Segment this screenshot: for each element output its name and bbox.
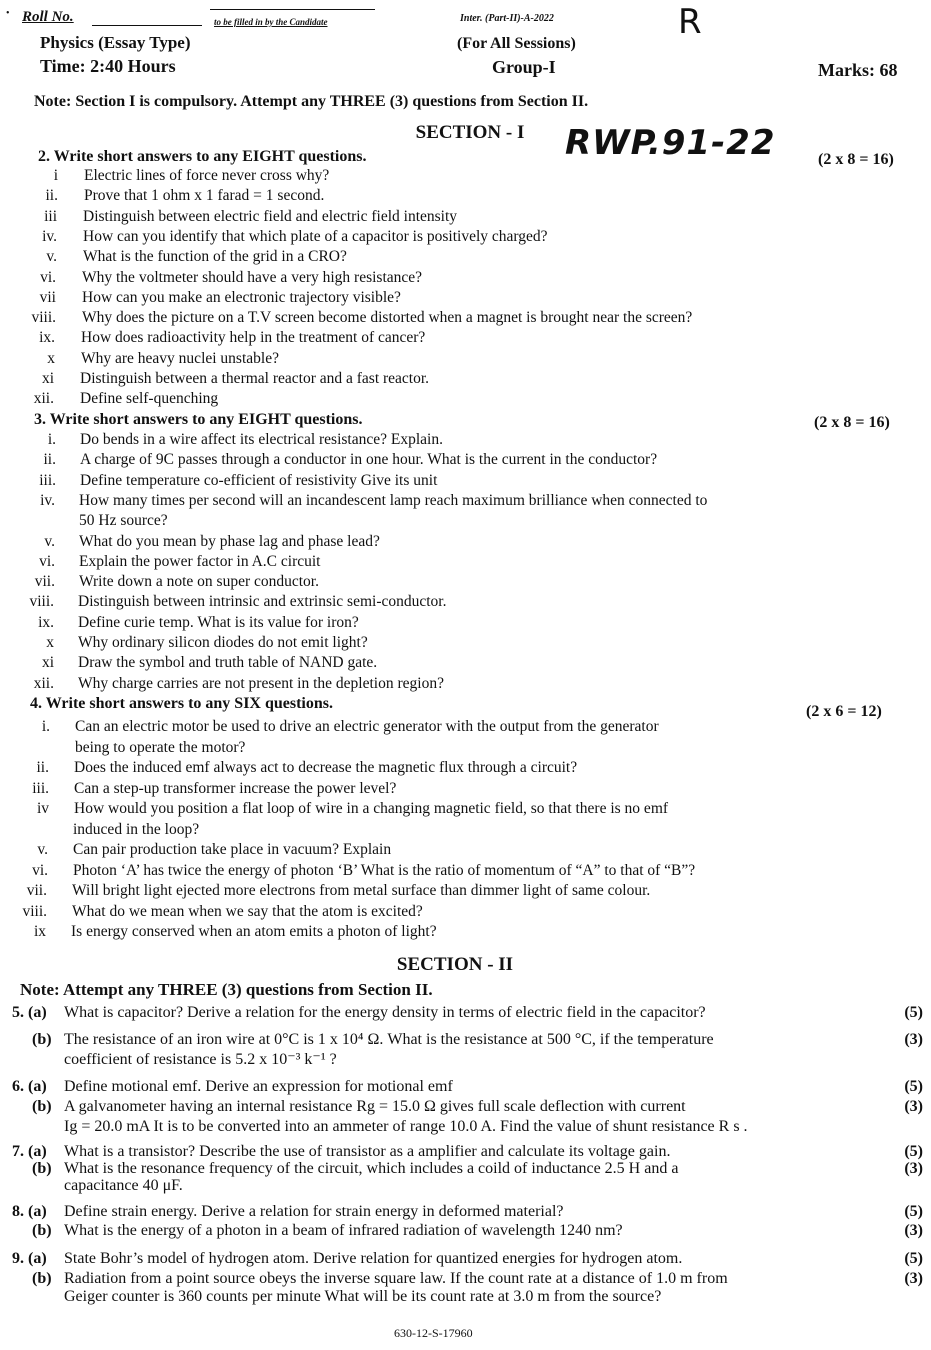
- question-marks: (5): [904, 1143, 923, 1160]
- question-text: How can you make an electronic trajectory visible?: [82, 288, 401, 306]
- q2-marks: (2 x 8 = 16): [818, 151, 894, 168]
- question-text: How many times per second will an incandescent lamp reach maximum brilliance when connected to: [79, 491, 708, 509]
- question-text: A charge of 9C passes through a conductor in one hour. What is the current in the conductor?: [80, 451, 658, 469]
- question-item: [0, 208, 931, 228]
- question-number: ix: [33, 923, 46, 940]
- question-number: v.: [46, 248, 57, 266]
- q4-marks: (2 x 6 = 12): [806, 703, 882, 720]
- handwritten-mark: R: [678, 2, 702, 42]
- question-item: [0, 269, 931, 289]
- question-number: vii.: [34, 573, 55, 591]
- roll-no-line: [92, 25, 202, 26]
- time: Time: 2:40 Hours: [40, 56, 176, 76]
- question-item: [0, 553, 931, 573]
- question-label: (b): [32, 1160, 52, 1177]
- bullet-mark: •: [6, 8, 10, 19]
- question-label: (b): [32, 1270, 52, 1287]
- question-number: xi: [41, 370, 54, 387]
- handwritten-annotation: RWP.91-22: [565, 123, 776, 163]
- question-text: The resistance of an iron wire at 0°C is 1 x 10⁴ Ω. What is the resistance at 500 °C, if the temperature: [64, 1031, 714, 1048]
- question-marks: (3): [904, 1160, 923, 1177]
- question-marks: (3): [904, 1098, 923, 1115]
- question-number: ii.: [45, 187, 58, 205]
- question-text: How does radioactivity help in the treatment of cancer?: [81, 329, 426, 347]
- question-text: Distinguish between electric field and electric field intensity: [83, 207, 458, 225]
- general-note: Note: Section I is compulsory. Attempt any THREE (3) questions from Section II.: [34, 93, 589, 110]
- question-text: induced in the loop?: [73, 820, 200, 838]
- question-text: Can an electric motor be used to drive an electric generator with the output from the generator: [75, 718, 659, 735]
- question-item: [0, 654, 931, 674]
- question-number: viii.: [29, 593, 54, 611]
- question-item: [0, 862, 931, 882]
- question-item: [0, 593, 931, 613]
- question-number: iv: [36, 800, 49, 817]
- group: Group-I: [492, 57, 556, 77]
- question-text: What is a transistor? Describe the use of transistor as a amplifier and calculate its voltage gain.: [64, 1143, 671, 1160]
- question-marks: (5): [904, 1004, 923, 1021]
- footer-code: 630-12-S-17960: [394, 1326, 473, 1340]
- question-item: [0, 718, 931, 738]
- question-item: [0, 248, 931, 268]
- question-item: [0, 492, 931, 512]
- question-text: Prove that 1 ohm x 1 farad = 1 second.: [84, 187, 325, 205]
- section-2-note: Note: Attempt any THREE (3) questions from Section II.: [20, 980, 433, 999]
- question-text: Why ordinary silicon diodes do not emit light?: [78, 634, 368, 651]
- question-marks: (3): [904, 1270, 923, 1287]
- question-label: 9. (a): [12, 1250, 47, 1267]
- question-text: Is energy conserved when an atom emits a photon of light?: [71, 923, 437, 940]
- question-number: viii.: [31, 309, 56, 327]
- question-item: [0, 309, 931, 329]
- question-text: Electric lines of force never cross why?: [84, 167, 330, 184]
- question-text: Draw the symbol and truth table of NAND gate.: [78, 654, 378, 672]
- section-2-title: SECTION - II: [396, 954, 514, 975]
- question-number: iii.: [32, 779, 49, 797]
- question-item: [0, 289, 931, 309]
- question-text: Define temperature co-efficient of resistivity Give its unit: [80, 471, 438, 489]
- question-number: viii.: [22, 902, 47, 920]
- question-item: [0, 903, 931, 923]
- question-number: ix.: [39, 329, 55, 347]
- question-number: i.: [47, 431, 56, 448]
- question-number: vi.: [32, 861, 48, 879]
- question-number: v.: [37, 841, 48, 858]
- question-text: coefficient of resistance is 5.2 x 10⁻³ k⁻¹ ?: [64, 1051, 337, 1068]
- question-label: (b): [32, 1098, 52, 1115]
- question-item: [0, 675, 931, 695]
- question-item: [0, 533, 931, 553]
- question-label: 8. (a): [12, 1203, 47, 1220]
- question-number: xii.: [33, 674, 54, 692]
- question-text: being to operate the motor?: [75, 738, 246, 756]
- question-label: (b): [32, 1031, 52, 1048]
- question-text: Define motional emf. Derive an expression for motional emf: [64, 1078, 453, 1095]
- question-label: 5. (a): [12, 1004, 47, 1021]
- question-item: [0, 451, 931, 471]
- question-text: How can you identify that which plate of a capacitor is positively charged?: [83, 227, 548, 245]
- roll-no-label: Roll No.: [22, 9, 74, 25]
- question-text: Define strain energy. Derive a relation for strain energy in deformed material?: [64, 1203, 564, 1220]
- question-number: ii.: [43, 451, 56, 469]
- question-text: A galvanometer having an internal resistance Rg = 15.0 Ω gives full scale deflection with current: [64, 1098, 686, 1115]
- question-item: [0, 431, 931, 451]
- question-marks: (5): [904, 1250, 923, 1267]
- question-item: [0, 923, 931, 943]
- question-text: 50 Hz source?: [79, 512, 168, 530]
- subject: Physics (Essay Type): [40, 33, 191, 52]
- question-number: ii.: [36, 759, 49, 776]
- question-label: 6. (a): [12, 1078, 47, 1095]
- question-number: i.: [41, 718, 50, 735]
- question-text: Define curie temp. What is its value for iron?: [78, 613, 359, 631]
- sessions: (For All Sessions): [457, 35, 576, 52]
- question-text: What is capacitor? Derive a relation for the energy density in terms of electric field in the capacitor?: [64, 1004, 706, 1021]
- question-text: State Bohr’s model of hydrogen atom. Derive relation for quantized energies for hydrogen atom.: [64, 1250, 683, 1267]
- question-number: xii.: [33, 390, 54, 408]
- question-item: [0, 573, 931, 593]
- question-number: vi.: [40, 268, 56, 286]
- question-item: [0, 614, 931, 634]
- question-text: Geiger counter is 360 counts per minute What will be its count rate at 3.0 m from the source?: [64, 1288, 662, 1305]
- question-number: v.: [44, 532, 55, 550]
- question-item: [0, 759, 931, 779]
- question-text: Why the voltmeter should have a very high resistance?: [82, 268, 423, 286]
- question-text: Distinguish between intrinsic and extrinsic semi-conductor.: [78, 593, 447, 611]
- question-text: Define self-quenching: [80, 390, 219, 408]
- question-number: x: [47, 349, 55, 367]
- question-number: iii: [44, 207, 57, 225]
- question-number: ix.: [38, 613, 54, 631]
- question-text: What do you mean by phase lag and phase lead?: [79, 532, 380, 550]
- question-item: [0, 370, 931, 390]
- question-item: [0, 472, 931, 492]
- question-text: Will bright light ejected more electrons from metal surface than dimmer light of same colour.: [72, 882, 651, 899]
- question-item: [0, 187, 931, 207]
- question-item: [0, 329, 931, 349]
- question-item: [0, 634, 931, 654]
- question-label: 7. (a): [12, 1143, 47, 1160]
- question-number: xi: [41, 654, 54, 672]
- question-item: [0, 800, 931, 820]
- question-item: [0, 841, 931, 861]
- question-item: [0, 350, 931, 370]
- question-text: Ig = 20.0 mA It is to be converted into an ammeter of range 10.0 A. Find the value of shunt resistance R s .: [64, 1118, 748, 1135]
- fill-note: to be filled in by the Candidate: [214, 17, 328, 27]
- question-text: Radiation from a point source obeys the inverse square law. If the count rate at a distance of 1.0 m from: [64, 1270, 728, 1287]
- q4-heading: 4. Write short answers to any SIX questions.: [30, 695, 333, 712]
- question-marks: (3): [904, 1031, 923, 1048]
- question-text: What is the function of the grid in a CRO?: [83, 248, 347, 266]
- question-text: Can a step-up transformer increase the power level?: [74, 779, 397, 797]
- question-text: Why does the picture on a T.V screen become distorted when a magnet is brought near the screen?: [82, 309, 693, 327]
- q3-heading: 3. Write short answers to any EIGHT questions.: [34, 411, 363, 428]
- question-item: [0, 821, 931, 841]
- question-item: [0, 512, 931, 532]
- question-number: i: [53, 167, 58, 184]
- question-number: iv.: [42, 227, 57, 245]
- question-text: How would you position a flat loop of wire in a changing magnetic field, so that there is no emf: [74, 800, 669, 817]
- question-item: [0, 739, 931, 759]
- question-number: vi.: [39, 552, 55, 570]
- q2-heading: 2. Write short answers to any EIGHT questions.: [38, 148, 367, 165]
- q3-marks: (2 x 8 = 16): [814, 414, 890, 431]
- question-number: vii.: [26, 882, 47, 899]
- question-text: Photon ‘A’ has twice the energy of photon ‘B’ What is the ratio of momentum of “A” to that of “B”?: [73, 861, 696, 879]
- question-text: What do we mean when we say that the atom is excited?: [72, 902, 423, 920]
- question-text: Do bends in a wire affect its electrical resistance? Explain.: [80, 431, 443, 448]
- question-text: Why charge carries are not present in the depletion region?: [78, 674, 444, 692]
- question-text: Why are heavy nuclei unstable?: [81, 349, 279, 367]
- question-marks: (3): [904, 1222, 923, 1239]
- question-text: Write down a note on super conductor.: [79, 573, 319, 591]
- question-label: (b): [32, 1222, 52, 1239]
- question-text: Distinguish between a thermal reactor and a fast reactor.: [80, 370, 430, 387]
- fill-note-rule: [210, 9, 375, 10]
- question-item: [0, 780, 931, 800]
- question-text: Explain the power factor in A.C circuit: [79, 552, 321, 570]
- question-text: What is the energy of a photon in a beam of infrared radiation of wavelength 1240 nm?: [64, 1222, 623, 1239]
- question-text: capacitance 40 μF.: [64, 1177, 183, 1194]
- question-text: What is the resonance frequency of the circuit, which includes a coild of inductance 2.5 H and a: [64, 1160, 679, 1177]
- question-item: [0, 390, 931, 410]
- question-number: iv.: [40, 491, 55, 509]
- question-item: [0, 882, 931, 902]
- question-marks: (5): [904, 1203, 923, 1220]
- paper-code: Inter. (Part-II)-A-2022: [460, 13, 554, 24]
- question-text: Can pair production take place in vacuum? Explain: [73, 841, 392, 858]
- section-1-title: SECTION - I: [415, 122, 525, 143]
- question-item: [0, 228, 931, 248]
- question-marks: (5): [904, 1078, 923, 1095]
- question-item: [0, 167, 931, 187]
- question-number: x: [46, 634, 54, 651]
- question-text: Does the induced emf always act to decrease the magnetic flux through a circuit?: [74, 759, 578, 776]
- total-marks: Marks: 68: [818, 60, 898, 80]
- question-number: iii.: [39, 471, 56, 489]
- question-number: vii: [39, 288, 56, 306]
